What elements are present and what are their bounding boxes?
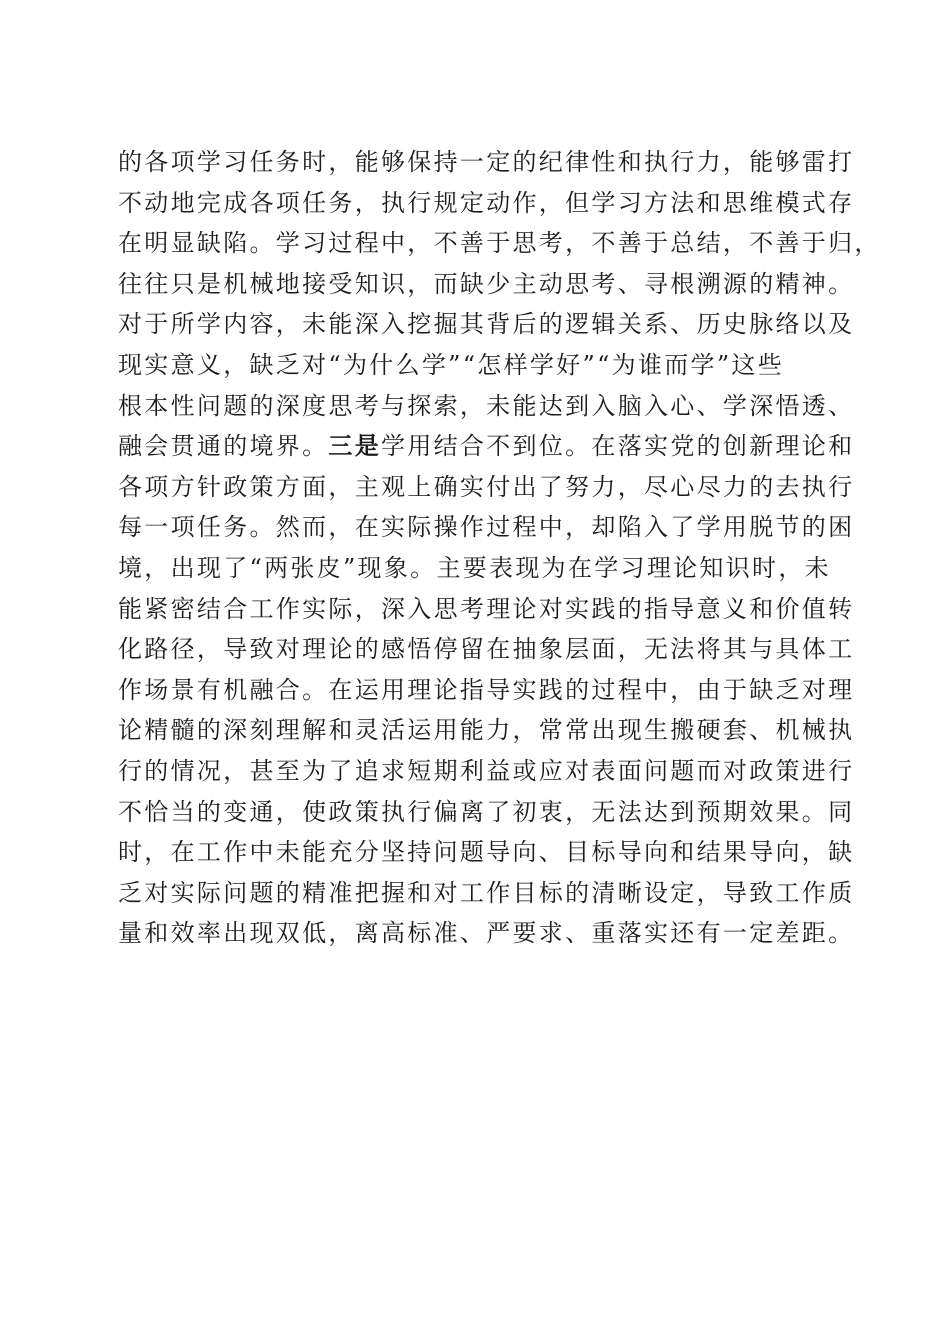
text-line: 现实意义，缺乏对“为什么学”“怎样学好”“为谁而学”这些	[118, 350, 785, 379]
text-line: 化路径，导致对理论的感悟停留在抽象层面，无法将其与具体工	[118, 635, 855, 664]
text-line: 的各项学习任务时，能够保持一定的纪律性和执行力，能够雷打	[118, 148, 855, 176]
point-three-heading: 三是	[328, 431, 382, 461]
text-line: 不动地完成各项任务，执行规定动作，但学习方法和思维模式存	[118, 188, 855, 217]
text-line: 量和效率出现双低，离高标准、严要求、重落实还有一定差距。	[118, 919, 855, 948]
text-line: 对于所学内容，未能深入挖掘其背后的逻辑关系、历史脉络以及	[118, 310, 855, 339]
text-line: 能紧密结合工作实际，深入思考理论对实践的指导意义和价值转	[118, 594, 855, 623]
text-line: 行的情况，甚至为了追求短期利益或应对表面问题而对政策进行	[118, 756, 855, 785]
text-line: 论精髓的深刻理解和灵活运用能力，常常出现生搬硬套、机械执	[118, 716, 855, 745]
text-line: 作场景有机融合。在运用理论指导实践的过程中，由于缺乏对理	[118, 675, 855, 704]
text-line: 乏对实际问题的精准把握和对工作目标的清晰设定，导致工作质	[118, 878, 855, 907]
text-line: 时，在工作中未能充分坚持问题导向、目标导向和结果导向，缺	[118, 838, 855, 867]
text-line: 在明显缺陷。学习过程中，不善于思考，不善于总结，不善于归，	[118, 229, 881, 258]
body-paragraph	[118, 142, 881, 954]
text-line: 境，出现了“两张皮”现象。主要表现为在学习理论知识时，未	[118, 553, 831, 582]
text-line: 根本性问题的深度思考与探索，未能达到入脑入心、学深悟透、	[118, 391, 855, 420]
text-line: 各项方针政策方面，主观上确实付出了努力，尽心尽力的去执行	[118, 472, 855, 501]
text-line: 往往只是机械地接受知识，而缺少主动思考、寻根溯源的精神。	[118, 269, 855, 298]
text-line: 融会贯通的境界。三是学用结合不到位。在落实党的创新理论和	[118, 431, 855, 461]
text-line: 不恰当的变通，使政策执行偏离了初衷，无法达到预期效果。同	[118, 797, 855, 826]
text-line: 每一项任务。然而，在实际操作过程中，却陷入了学用脱节的困	[118, 513, 855, 542]
